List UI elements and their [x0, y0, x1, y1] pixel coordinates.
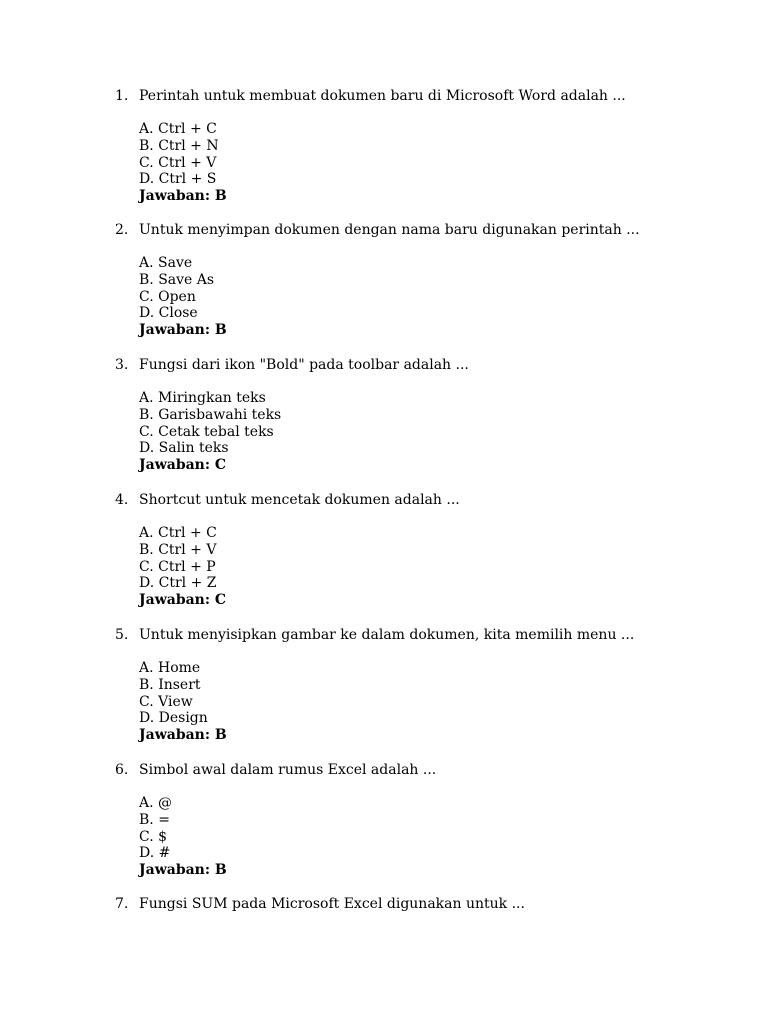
- question-number: 7.: [115, 896, 129, 912]
- option-b: B. Ctrl + N: [139, 137, 219, 154]
- option-c: C. View: [139, 693, 193, 710]
- option-d: D. Salin teks: [139, 440, 229, 457]
- question-number: 4.: [115, 492, 129, 508]
- options-list: [115, 660, 735, 744]
- option-d: D. Design: [139, 710, 208, 727]
- question-text: Fungsi dari ikon "Bold" pada toolbar adalah ...: [139, 357, 469, 373]
- options-list: [115, 795, 735, 879]
- option-b: B. Save As: [139, 271, 215, 288]
- question-number: 1.: [115, 88, 129, 104]
- question-1: [115, 88, 735, 205]
- option-d: D. #: [139, 845, 171, 862]
- options-list: [115, 121, 735, 205]
- option-a: A. Miringkan teks: [139, 390, 266, 406]
- answer-key: Jawaban: B: [139, 188, 227, 205]
- question-2: [115, 222, 735, 339]
- question-number: 6.: [115, 762, 129, 778]
- option-a: A. Home: [139, 660, 201, 676]
- answer-key: Jawaban: B: [139, 727, 227, 744]
- option-b: B. Garisbawahi teks: [139, 406, 282, 423]
- answer-key: Jawaban: C: [139, 592, 227, 609]
- option-c: C. Cetak tebal teks: [139, 423, 274, 440]
- answer-key: Jawaban: B: [139, 322, 227, 339]
- answer-key: Jawaban: C: [139, 457, 227, 474]
- question-text: Shortcut untuk mencetak dokumen adalah ...: [139, 492, 460, 508]
- option-b: B. Insert: [139, 676, 201, 693]
- options-list: [115, 525, 735, 609]
- option-a: A. Save: [139, 255, 193, 271]
- question-text: Untuk menyimpan dokumen dengan nama baru digunakan perintah ...: [139, 222, 640, 238]
- question-number: 3.: [115, 357, 129, 373]
- option-b: B. Ctrl + V: [139, 541, 217, 558]
- question-6: [115, 762, 735, 879]
- question-4: [115, 492, 735, 609]
- option-a: A. @: [139, 795, 173, 811]
- option-d: D. Ctrl + Z: [139, 575, 217, 592]
- question-3: [115, 357, 735, 474]
- option-d: D. Ctrl + S: [139, 171, 217, 188]
- option-c: C. Ctrl + V: [139, 154, 217, 171]
- question-text: Fungsi SUM pada Microsoft Excel digunakan untuk ...: [139, 896, 525, 912]
- option-c: C. Ctrl + P: [139, 558, 216, 575]
- answer-key: Jawaban: B: [139, 862, 227, 879]
- question-7: [115, 896, 735, 913]
- option-b: B. =: [139, 811, 170, 828]
- option-a: A. Ctrl + C: [139, 121, 217, 137]
- question-5: [115, 627, 735, 744]
- option-a: A. Ctrl + C: [139, 525, 217, 541]
- options-list: [115, 255, 735, 339]
- question-text: Untuk menyisipkan gambar ke dalam dokumen, kita memilih menu ...: [139, 627, 635, 643]
- option-c: C. Open: [139, 288, 196, 305]
- question-number: 2.: [115, 222, 129, 238]
- option-d: D. Close: [139, 305, 198, 322]
- question-number: 5.: [115, 627, 129, 643]
- question-text: Perintah untuk membuat dokumen baru di Microsoft Word adalah ...: [139, 88, 626, 104]
- option-c: C. $: [139, 828, 168, 845]
- options-list: [115, 390, 735, 474]
- question-text: Simbol awal dalam rumus Excel adalah ...: [139, 762, 437, 778]
